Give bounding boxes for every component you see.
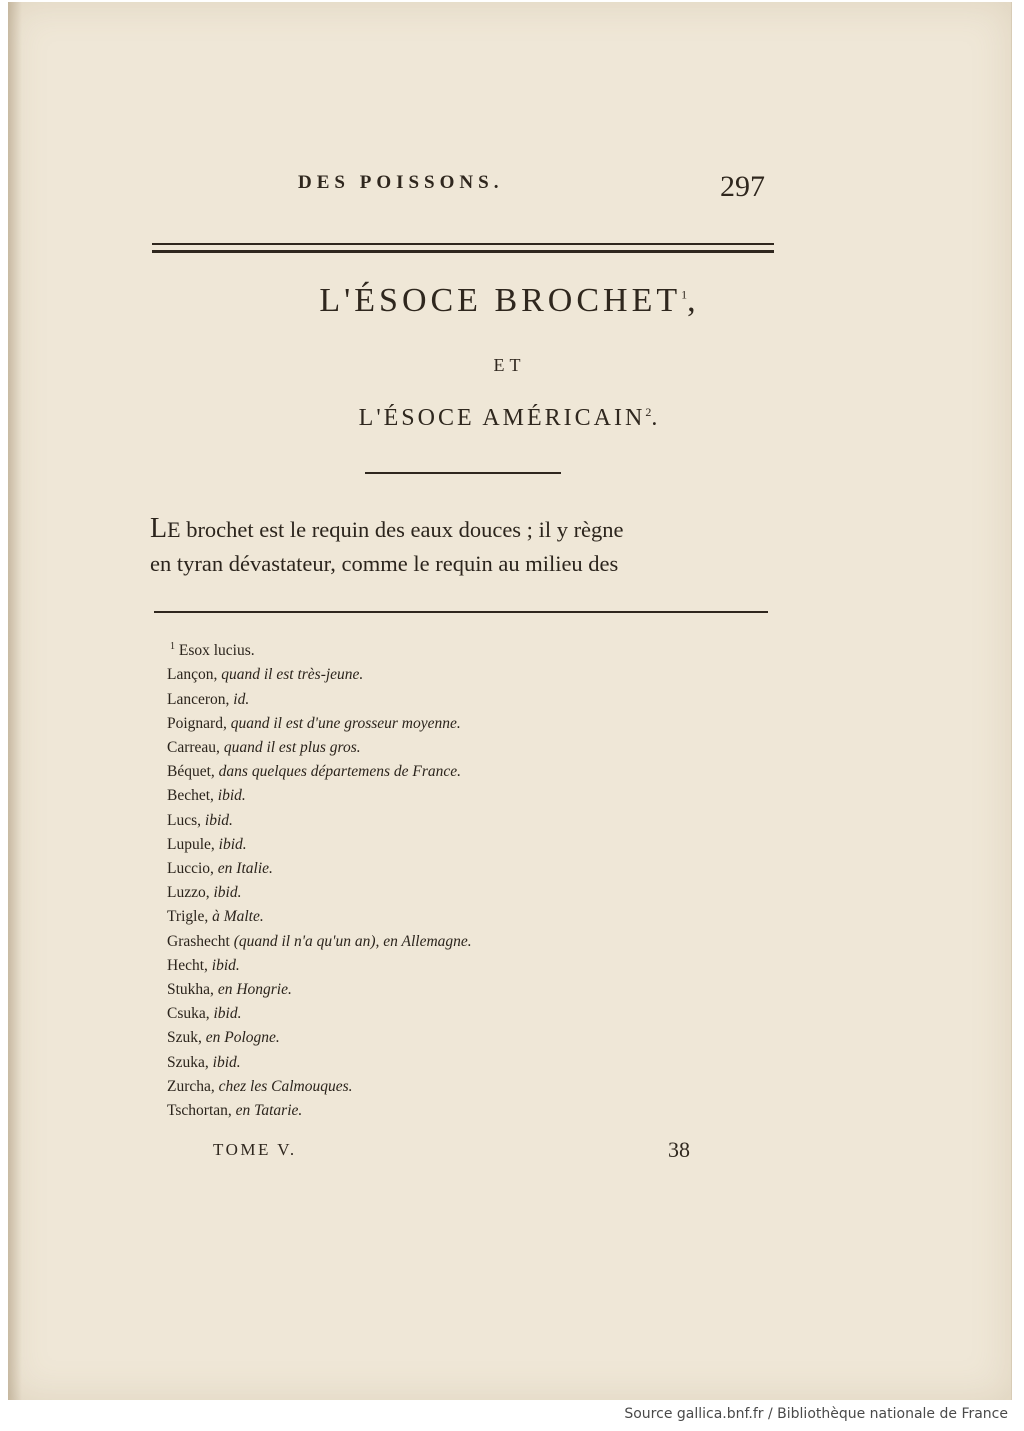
source-credit: Source gallica.bnf.fr / Bibliothèque nationale de France	[624, 1406, 1008, 1422]
footnote-name: Lucs,	[167, 811, 205, 829]
footnote-line	[167, 784, 767, 808]
footnote-note: ibid.	[213, 1005, 242, 1023]
footnote-line	[167, 712, 767, 736]
footnote-name: Hecht,	[167, 956, 212, 974]
footnote-name: Trigle,	[167, 908, 213, 926]
footnote-line	[167, 1002, 767, 1026]
footnote-line	[167, 954, 767, 978]
body-line-1	[150, 512, 774, 547]
chapter-subtitle-text: L'ÉSOCE AMÉRICAIN	[358, 405, 646, 431]
footnote-line	[167, 857, 767, 881]
footnotes	[167, 635, 767, 1123]
footnote-note: ibid.	[204, 811, 233, 829]
footnote-note: en Hongrie.	[217, 981, 292, 998]
chapter-subtitle: L'ÉSOCE AMÉRICAIN$^2$.	[358, 405, 661, 431]
footnote-note: ibid.	[212, 1053, 241, 1071]
footnote-note: ibid.	[218, 835, 247, 853]
footnote-line	[167, 736, 767, 760]
footnote-line	[167, 688, 767, 712]
footnote-line	[167, 1051, 767, 1075]
footnote-line	[167, 809, 767, 833]
footnote-note: en Italie.	[217, 859, 273, 877]
footnote-name: Csuka,	[167, 1005, 214, 1023]
footnote-note: ibid.	[217, 787, 246, 805]
footnote-note: chez les Calmouques.	[218, 1077, 353, 1095]
footnote-note: quand il est d'une grosseur moyenne.	[230, 714, 461, 732]
footnote-line	[167, 930, 767, 954]
footnote-name: Szuka,	[167, 1053, 213, 1071]
footnote-line	[167, 978, 767, 1002]
footnote-name: Béquet,	[167, 763, 219, 781]
header-rule-bottom	[152, 250, 774, 253]
footnote-line	[167, 663, 767, 687]
title-separator	[365, 472, 561, 474]
footnote-separator	[154, 611, 768, 613]
footnote-line	[167, 1099, 767, 1123]
drop-cap: L	[150, 513, 168, 544]
body-line-2: en tyran dévastateur, comme le requin au milieu des	[150, 551, 619, 576]
footnote-name: Luccio,	[167, 859, 218, 877]
footnote-marker: 1	[170, 641, 175, 652]
footnote-note: dans quelques départemens de France.	[218, 763, 462, 781]
book-page	[8, 2, 1012, 1400]
small-cap: E	[167, 517, 181, 542]
running-title: DES POISSONS.	[298, 172, 504, 193]
body-paragraph	[150, 512, 774, 581]
footnote-name: Esox lucius.	[178, 642, 255, 660]
footnote-note: quand il est très-jeune.	[221, 666, 364, 684]
footnote-name: Lupule,	[167, 835, 219, 853]
footnote-note: en Pologne.	[205, 1029, 280, 1047]
footnote-line	[167, 1075, 767, 1099]
footnote-note: à Malte.	[212, 908, 264, 926]
chapter-title-conjunction: ET	[493, 355, 526, 375]
footnote-line	[167, 905, 767, 929]
body-line-1-text: brochet est le requin des eaux douces ; il y règne	[180, 517, 624, 542]
signature-volume: TOME V.	[213, 1140, 297, 1159]
footnote-ref-2: 2	[645, 405, 652, 419]
footnote-name: Stukha,	[167, 981, 218, 998]
header-rule-top	[152, 243, 774, 245]
footnote-name: Bechet,	[167, 787, 218, 805]
footnote-name: Lançon,	[167, 666, 222, 684]
footnote-note: ibid.	[211, 956, 240, 974]
footnote-note: (quand il n'a qu'un an), en Allemagne.	[233, 932, 472, 950]
footnote-note: en Tatarie.	[235, 1102, 303, 1120]
signature-number: 38	[668, 1137, 690, 1162]
footnote-line	[167, 635, 767, 663]
footnote-name: Grashecht	[167, 932, 234, 950]
footnote-line	[167, 833, 767, 857]
footnote-line	[167, 1026, 767, 1050]
footnote-name: Lanceron,	[167, 690, 234, 708]
footnote-note: quand il est plus gros.	[223, 738, 361, 756]
footnote-line	[167, 760, 767, 784]
page-number: 297	[720, 170, 765, 203]
footnote-name: Luzzo,	[167, 884, 214, 902]
chapter-title-text: L'ÉSOCE BROCHET	[319, 282, 682, 319]
footnote-line	[167, 881, 767, 905]
footnote-name: Carreau,	[167, 738, 224, 756]
footnote-note: id.	[233, 690, 250, 708]
chapter-title: L'ÉSOCE BROCHET$^1$,	[319, 282, 700, 319]
footnote-ref-1: 1	[681, 287, 688, 302]
footnote-name: Zurcha,	[167, 1077, 219, 1095]
footnote-note: ibid.	[213, 884, 242, 902]
footnote-name: Poignard,	[167, 714, 231, 732]
footnote-name: Szuk,	[167, 1029, 206, 1047]
footnote-name: Tschortan,	[167, 1102, 236, 1120]
